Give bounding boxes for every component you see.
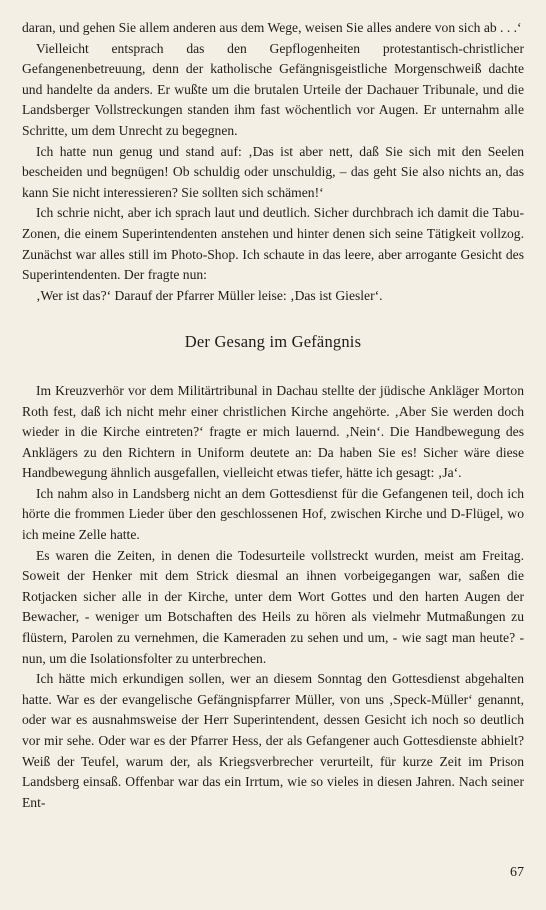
paragraph: Ich hatte nun genug und stand auf: ‚Das ist aber nett, daß Sie sich mit den Seelen bescheiden und begnügen! Ob schuldig oder unschuldig, – das geht Sie also nichts an, das kann Sie nicht interessieren? Sie sollten sich schämen!‘ [22, 143, 524, 200]
page-number: 67 [510, 865, 524, 880]
paragraph: Im Kreuzverhör vor dem Militärtribunal in Dachau stellte der jüdische Ankläger Morton Roth fest, daß ich nicht mehr einer christlichen Kirche angehörte. ‚Aber Sie werden doch wieder in die Kirche eintreten?‘ fragte er mich lauernd. ‚Nein‘. Die Handbewegung des Anklägers zu den Richtern in Uniform deutete an: Da haben Sie es! Sicher wäre diese Handbewegung ähnlich ausgefallen, vielleicht etwas tiefer, hätte ich gesagt: ‚Ja‘. [22, 382, 524, 481]
paragraph: Ich nahm also in Landsberg nicht an dem Gottesdienst für die Gefangenen teil, doch ich hörte die frommen Lieder über den geschlossenen Hof, zwischen Kirche und D-Flügel, wo ich meine Zelle hatte. [22, 485, 524, 543]
paragraph: Vielleicht entsprach das den Gepflogenheiten protestantisch-christlicher Gefangenenbetreuung, denn der katholische Gefängnisgeistliche Morgenschweiß dachte und handelte da anders. Er wußte um die brutalen Urteile der Dachauer Tribunale, und die Landsberger Vollstreckungen standen ihm fast wöchentlich vor Augen. Er unternahm alle Schritte, um dem Unrecht zu begegnen. [22, 40, 524, 138]
text-column [22, 18, 524, 813]
paragraph: daran, und gehen Sie allem anderen aus dem Wege, weisen Sie alles andere von sich ab . . .‘ [22, 20, 522, 35]
paragraph: Ich schrie nicht, aber ich sprach laut und deutlich. Sicher durchbrach ich damit die Tabu-Zonen, die einem Superintendenten anstehen und hinter denen sich seine Tätigkeit vollzog. Zunächst war alles still im Photo-Shop. Ich schaute in das leere, aber arrogante Gesicht des Superintendenten. Der fragte nun: [22, 205, 524, 283]
paragraph: ‚Wer ist das?‘ Darauf der Pfarrer Müller leise: ‚Das ist Giesler‘. [36, 287, 383, 303]
paragraph: Es waren die Zeiten, in denen die Todesurteile vollstreckt wurden, meist am Freitag. Soweit der Henker mit dem Strick diesmal an ihnen vorbeigegangen war, saßen die Rotjacken sicher alle in der Kirche, unter dem Wort Gottes und den harten Augen der Bewacher, - weniger um Botschaften des Heils zu hören als vielmehr Mutmaßungen zu flüstern, Parolen zu vernehmen, die Kameraden zu sehen und um, - wie sagt man heute? - nun, um die Isolationsfolter zu unterbrechen. [22, 547, 524, 666]
paragraph: Ich hätte mich erkundigen sollen, wer an diesem Sonntag den Gottesdienst abgehalten hatte. War es der evangelische Gefängnispfarrer Müller, von uns ‚Speck-Müller‘ genannt, oder war es ausnahmsweise der Herr Superintendent, dessen Gesicht ich noch so deutlich vor mir sehe. Oder war es der Pfarrer Hess, der als Gefangener auch Gottesdienste abhielt? Weiß der Teufel, warum der, als Kriegsverbrecher verurteilt, für kurze Zeit im Prison Landsberg einsaß. Offenbar war das ein Irrtum, wie so vieles in diesen Jahren. Nach seiner Ent- [22, 671, 524, 810]
section-heading: Der Gesang im Gefängnis [184, 332, 362, 352]
